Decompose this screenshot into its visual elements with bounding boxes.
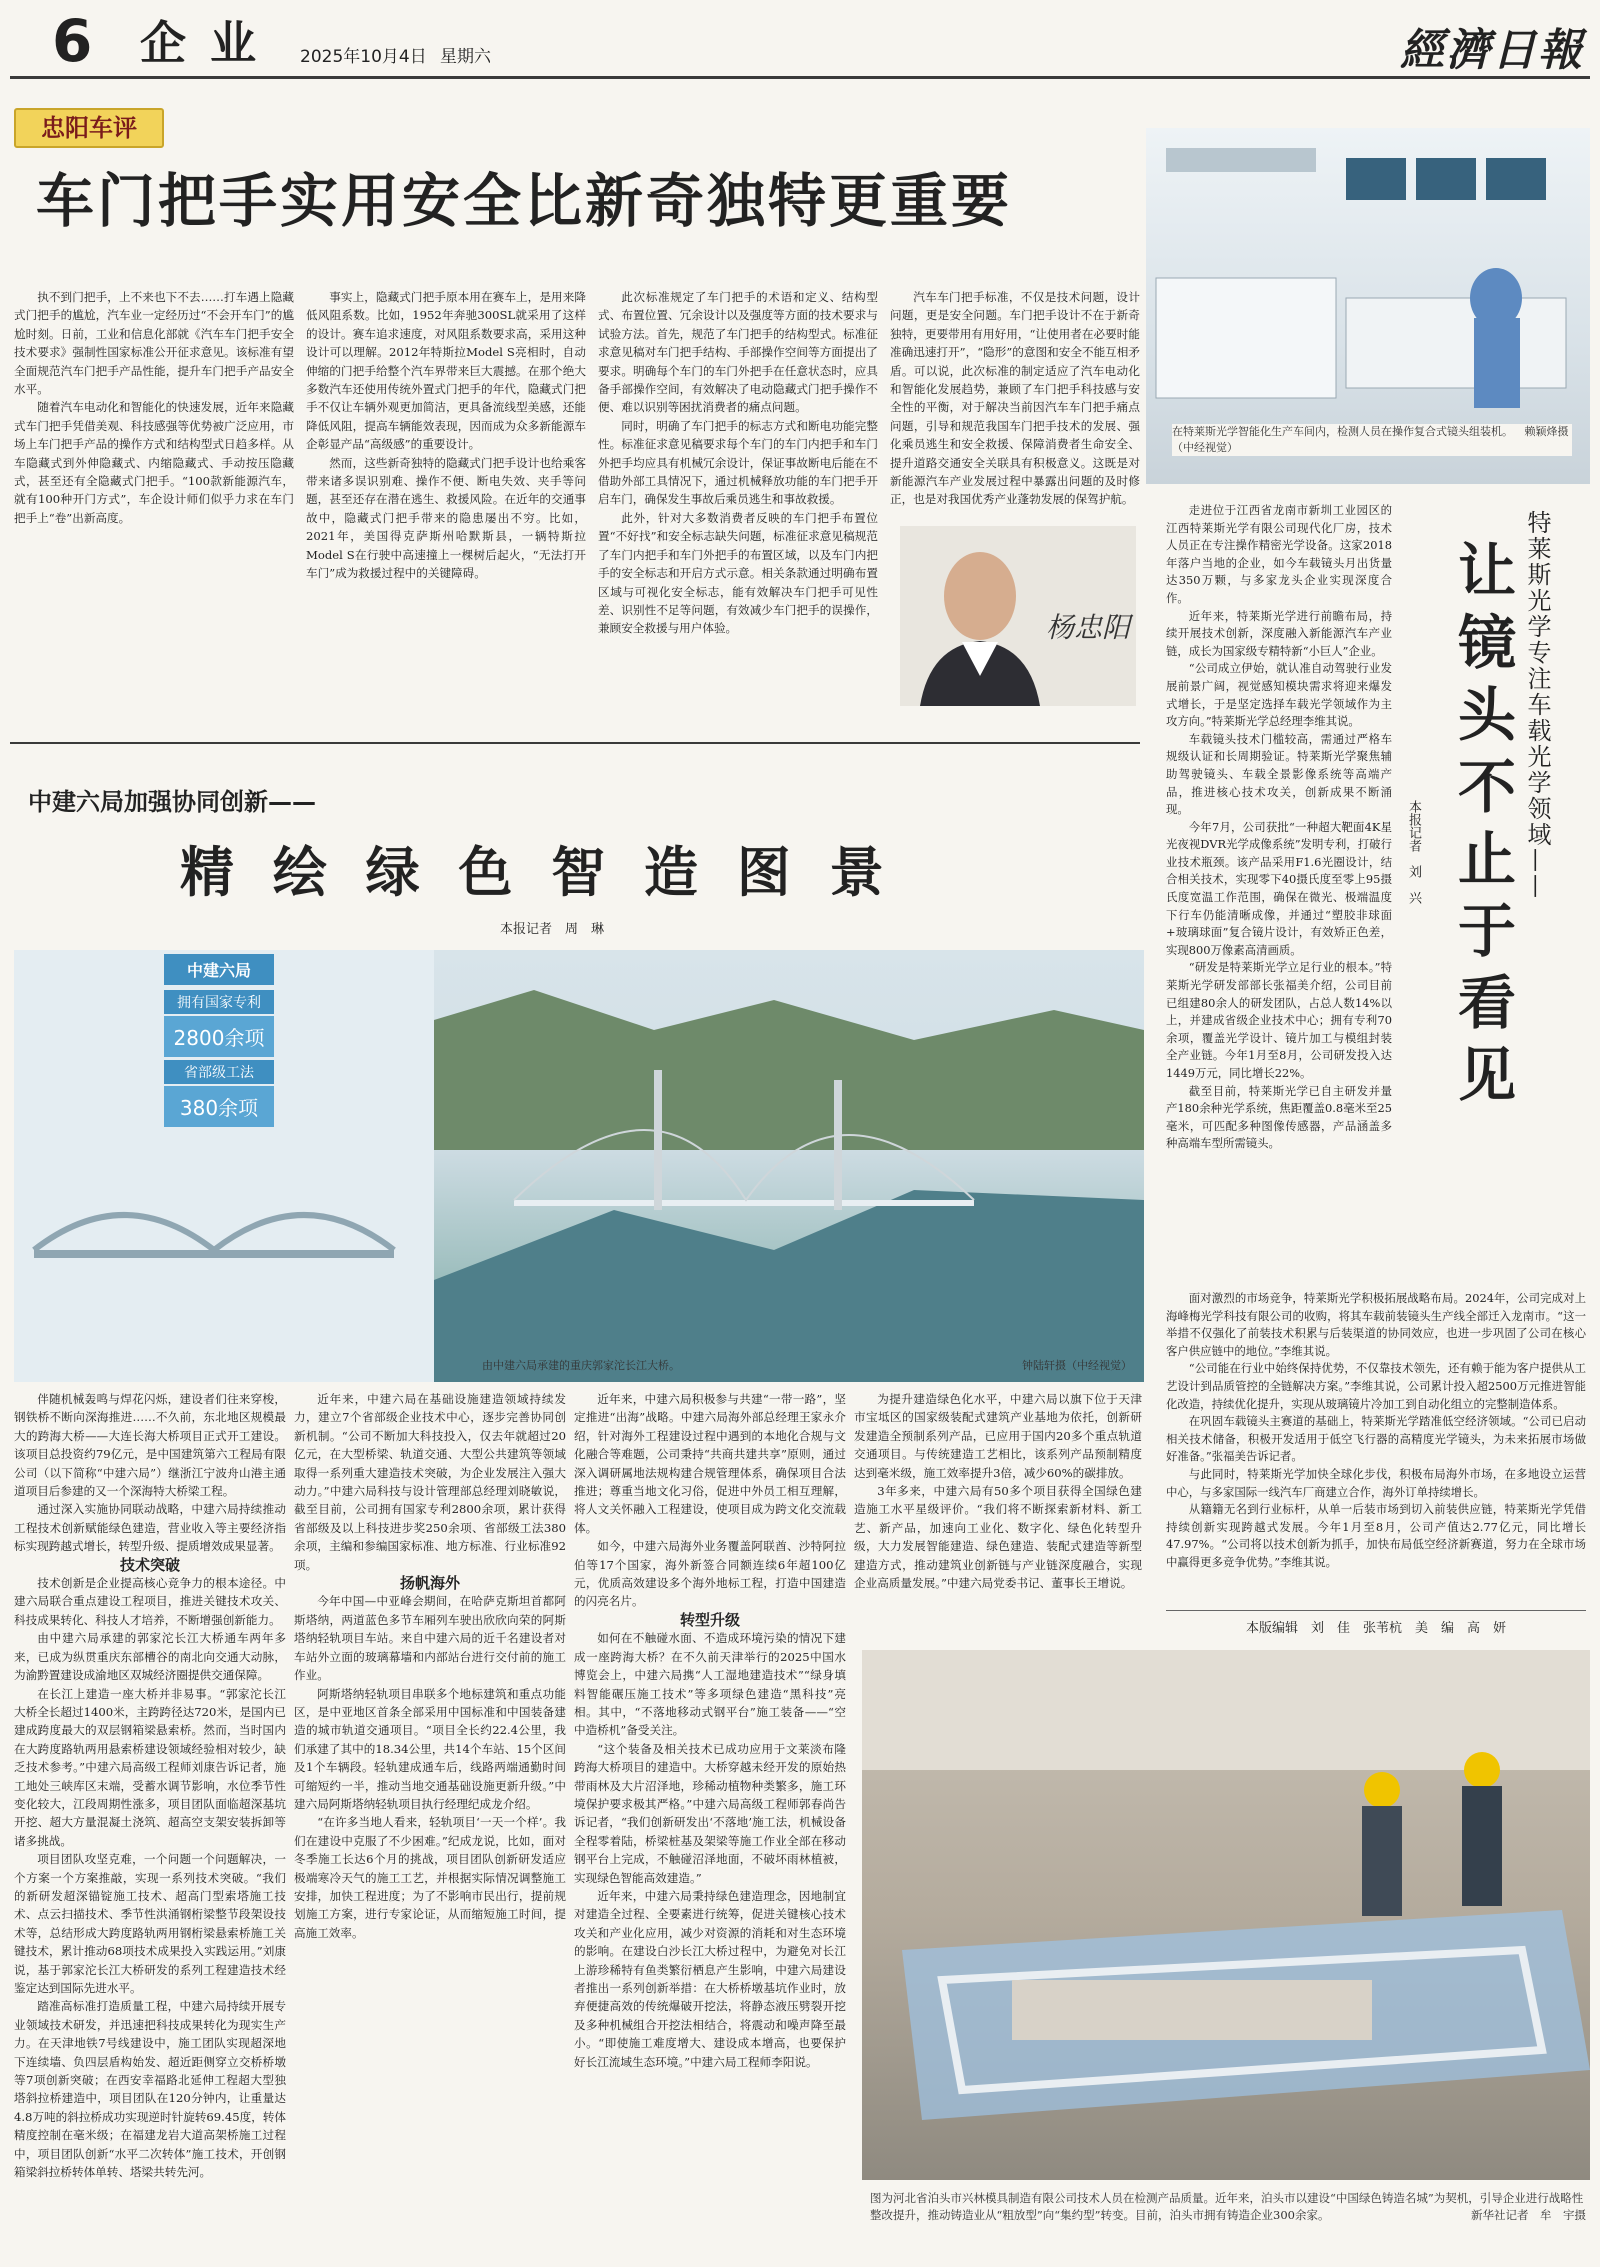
- article3-para: 车载镜头技术门槛较高，需通过严格车规级认证和长周期验证。特莱斯光学聚焦辅助驾驶镜头、车载全景影像系统等高端产品，推进核心技术攻关，创新成果不断涌现。: [1166, 731, 1392, 817]
- article1-para: 事实上，隐藏式门把手原本用在赛车上，是用来降低风阻系数。比如，1952年奔驰300SL就采用了这样的设计。赛车追求速度，对风阻系数要求高，采用这种设计可以理解。2012年特斯拉Model S亮相时，自动伸缩的门把手给整个汽车界带来巨大震撼。在那个绝大多数汽车还使用传统外置式门把手的年代，隐藏式门把手不仅让车辆外观更加简洁，更具备流线型美感，还能降低风阻，提高车辆能效表现，因而成为众多新能源车企彰显产品“高级感”的重要设计。: [306, 290, 586, 452]
- infographic-label-patents: 拥有国家专利: [164, 990, 274, 1014]
- column-tag: [14, 108, 164, 148]
- article3-para: “研发是特莱斯光学立足行业的根本。”特莱斯光学研发部部长张福美介绍，公司目前已组建80余人的研发团队，占总人数14%以上，并建成省级企业技术中心；拥有专利70余项，覆盖光学设计、镜片加工与模组封装全产业链。今年1月至8月，公司研发投入达1449万元，同比增长22%。: [1166, 960, 1392, 1080]
- page-number: 6: [52, 7, 93, 75]
- author-signature: 杨忠阳: [1046, 611, 1131, 644]
- section-title-overseas: 扬帆海外: [399, 1574, 460, 1593]
- column-tag-label: 忠阳车评: [41, 113, 137, 142]
- article3-para: 在巩固车载镜头主赛道的基础上，特莱斯光学踏准低空经济领域。“公司已启动相关技术储备，积极开发适用于低空飞行器的高精度光学镜头，为未来拓展市场做好准备。”张福美告诉记者。: [1166, 1414, 1586, 1464]
- author-portrait: [900, 526, 1136, 706]
- article1-para: 此外，针对大多数消费者反映的车门把手布置位置“不好找”和安全标志缺失问题，标准征求意见稿规范了车门内把手和车门外把手的布置区域，以及车门内把手的安全标志和开启方式示意。相关条款通过明确布置区域与可视化安全标志，能有效解决车门把手可见性差、识别性不足等问题，有效减少车门把手的误操作，兼顾安全救援与用户体验。: [598, 510, 878, 636]
- article3-para: 与此同时，特莱斯光学加快全球化步伐，积极布局海外市场，在多地设立运营中心，与多家国际一线汽车厂商建立合作，海外订单持续增长。: [1166, 1466, 1586, 1499]
- article2-para: 伴随机械轰鸣与焊花闪烁，建设者们往来穿梭，钢铁桥不断向深海推进……不久前，东北地区规模最大的跨海大桥——大连长海大桥项目正式开工建设。该项目总投资约79亿元，是中国建筑第六工程局有限公司（以下简称“中建六局”）继浙江宁波舟山港主通道项目后参建的又一个深海特大桥梁工程。: [14, 1392, 286, 1499]
- article2-col-1: [14, 1390, 286, 2250]
- article3-photo-caption-box: [1172, 424, 1572, 456]
- article2-para: “在许多当地人看来，轻轨项目‘一天一个样’。我们在建设中克服了不少困难。”纪成龙说，比如，面对冬季施工长达6个月的挑战，项目团队创新研发适应极端寒冷天气的施工工艺，并根据实际情况调整施工安排，加快工程进度；为了不影响市民出行，提前规划施工方案，进行专家论证，从而缩短施工时间，提高施工效率。: [294, 1815, 566, 1940]
- article1-para: 此次标准规定了车门把手的术语和定义、结构型式、布置位置、冗余设计以及强度等方面的技术要求与试验方法。首先，规范了车门把手的结构型式。标准征求意见稿对车门把手结构、手部操作空间等方面提出了要求。明确每个车门的车门外把手在任意状态时，应具备手部操作空间，有效解决了电动隐藏式门把手操作不便、难以识别等困扰消费者的痛点问题。: [598, 290, 878, 415]
- bridge-photo-illustration: [14, 950, 1144, 1382]
- article2-para: 为提升建造绿色化水平，中建六局以旗下位于天津市宝坻区的国家级装配式建筑产业基地为依托，创新研发建造全预制系列产品，已应用于国内20多个重点轨道交通项目。与传统建造工艺相比，该系列产品预制精度达到毫米级，施工效率提升3倍，减少60%的碳排放。: [854, 1392, 1142, 1480]
- article1-col-1: [14, 288, 294, 718]
- article2-col-3: [574, 1390, 846, 2250]
- article3-kicker: 特莱斯光学专注车载光学领域——: [1523, 510, 1551, 900]
- issue-date: 2025年10月4日: [300, 47, 427, 67]
- article1-para: 汽车车门把手标准，不仅是技术问题，设计问题，更是安全问题。车门把手设计不在于新奇独特，更要带用有用好用，“让使用者在必要时能准确迅速打开”，“隐形”的意图和安全不能互相矛盾。可以说，此次标准的制定适应了汽车电动化和智能化发展趋势，兼顾了车门把手科技感与安全性的平衡，对于解决当前因汽车车门把手痛点问题，引导和规范我国车门把手技术的发展、强化乘员逃生和安全救援、保障消费者生命安全、提升道路交通安全关联具有积极意义。这既是对新能源汽车产业发展过程中暴露出问题的及时修正，也是对我国优秀产业蓬勃发展的保驾护航。: [890, 290, 1140, 507]
- infographic-value-patents: 2800余项: [164, 1016, 274, 1057]
- article4-photo-credit: 新华社记者 牟 宇摄: [1471, 2208, 1586, 2222]
- article3-headline: 让镜头不止于看见: [1448, 540, 1516, 1116]
- article2-para: 在长江上建造一座大桥并非易事。“郭家沱长江大桥全长超过1400米，主跨跨径达720米，是国内已建成跨度最大的双层钢箱梁悬索桥。然而，当时国内在大跨度路轨两用悬索桥建设领域经验相对较少，缺乏技术参考。”中建六局高级工程师刘康告诉记者，施工地处三峡库区末端，受蓄水调节影响，水位季节性变化较大，江段周期性涨多，项目团队面临超深基坑开挖、超大方量混凝土浇筑、超高空支架安装拆卸等诸多挑战。: [14, 1686, 286, 1848]
- article2-para: “这个装备及相关技术已成功应用于文莱淡布隆跨海大桥项目的建造中。大桥穿越未经开发的原始热带雨林及大片沼泽地，珍稀动植物种类繁多，施工环境保护要求极其严格。”中建六局高级工程师郭春尚告诉记者，“我们创新研发出‘不落地’施工法，机械设备全程零着陆，桥梁桩基及架梁等施工作业全部在移动钢平台上完成，不触碰沼泽地面，不破坏雨林植被，实现绿色智能高效建造。”: [574, 1741, 846, 1885]
- article3-photo-caption: 在特莱斯光学智能化生产车间内，检测人员在操作复合式镜头组装机。: [1172, 425, 1513, 438]
- article4-photo: [862, 1650, 1590, 2180]
- article3-para: 截至目前，特莱斯光学已自主研发并量产180余种光学系统，焦距覆盖0.8毫米至25毫米，可匹配多种图像传感器，产品涵盖多种高端车型所需镜头。: [1166, 1083, 1392, 1151]
- article4-photo-caption-box: [870, 2190, 1586, 2224]
- issue-weekday: 星期六: [440, 47, 491, 67]
- article2-para: 如今，中建六局海外业务覆盖阿联酋、沙特阿拉伯等17个国家，海外新签合同额连续6年超100亿元，优质高效建设多个海外地标工程，打造中国建造的闪亮名片。: [574, 1539, 846, 1609]
- paper-logo: 經濟日報: [1400, 25, 1584, 76]
- article3-para: 今年7月，公司获批“一种超大靶面4K星光夜视DVR光学成像系统”发明专利，打破行业技术瓶颈。该产品采用F1.6光圈设计，结合相关技术，实现零下40摄氏度至零上95摄氏度宽温工作范围，确保在微光、极端温度下行车仍能清晰成像，并通过“塑胶非球面+玻璃球面”复合镜片设计，有效矫正色差，实现800万像素高清画质。: [1166, 819, 1392, 957]
- article2-photo-caption: 由中建六局承建的重庆郭家沱长江大桥。: [482, 1359, 680, 1372]
- article4-photo-caption: 图为河北省泊头市兴林模具制造有限公司技术人员在检测产品质量。近年来，泊头市以建设“中国绿色铸造名城”为契机，引导企业进行战略性整改提升，推动铸造业从“粗放型”向“集约型”转变。目前，泊头市拥有铸造企业300余家。: [870, 2191, 1584, 2222]
- article1-para: 执不到门把手，上不来也下不去……打车遇上隐藏式门把手的尴尬，汽车业一定经历过“不会开车门”的尴尬时刻。日前，工业和信息化部就《汽车车门把手安全技术要求》强制性国家标准公开征求意见。该标准有望全面规范汽车门把手产品性能，提升车门把手产品安全水平。: [14, 290, 294, 397]
- article3-byline: 本报记者 刘 兴: [1406, 800, 1421, 904]
- article2-para: 如何在不触碰水面、不造成环境污染的情况下建成一座跨海大桥？在不久前天津举行的2025中国水博览会上，中建六局携“人工湿地建造技术”“绿身填料智能碾压施工技术”等多项绿色建造“黑科技”亮相。其中，“不落地移动式钢平台”施工装备——“空中造桥机”备受关注。: [574, 1631, 846, 1738]
- article3-para: “公司能在行业中始终保持优势，不仅靠技术领先，还有赖于能为客户提供从工艺设计到品质管控的全链解决方案。”李维其说，公司累计投入超2500万元推进智能化改造，持续优化提升，实现从玻璃镜片冷加工到自动化组立的完整制造体系。: [1166, 1361, 1586, 1411]
- article3-para: 走进位于江西省龙南市新圳工业园区的江西特莱斯光学有限公司现代化厂房，技术人员正在专注操作精密光学设备。这家2018年落户当地的企业，如今车载镜头月出货量达350万颗，与多家龙头企业实现深度合作。: [1166, 503, 1392, 605]
- article2-para: 项目团队攻坚克难，一个问题一个问题解决，一个方案一个方案推敲，实现一系列技术突破。“我们的新研发超深锚锭施工技术、超高门型索塔施工技术、点云扫描技术、季节性洪涌钢桁梁整节段架设技术等，总结形成大跨度路轨两用钢桁梁悬索桥施工关键技术，累计推动68项技术成果投入实践运用。”刘康说，基于郭家沱长江大桥研发的系列工程建造技术经鉴定达到国际先进水平。: [14, 1852, 286, 1995]
- article3-para: 近年来，特莱斯光学进行前瞻布局，持续开展技术创新，深度融入新能源汽车产业链，成长为国家级专精特新“小巨人”企业。: [1166, 608, 1392, 658]
- article2-para: 技术创新是企业提高核心竞争力的根本途径。中建六局联合重点建设工程项目，推进关键技术攻关、科技成果转化、科技人才培养，不断增强创新能力。: [14, 1576, 286, 1627]
- section-title: 企 业: [140, 16, 261, 70]
- article2-para: 近年来，中建六局秉持绿色建造理念，因地制宜对建造全过程、全要素进行统筹，促进关键核心技术攻关和产业化应用，减少对资源的消耗和对生态环境的影响。在建设白沙长江大桥过程中，为避免对长江上游珍稀特有鱼类繁衍栖息产生影响，中建六局建设者推出一系列创新举措：在大桥桥墩基坑作业时，放弃便捷高效的传统爆破开挖法，将静态液压劈裂开挖及多种机械组合开挖法相结合，将震动和噪声降至最小。“即使施工难度增大、建设成本增高，也要保护好长江流域生态环境。”中建六局工程师李阳说。: [574, 1888, 846, 2069]
- article2-photo: [14, 950, 1144, 1382]
- article3-para: 面对激烈的市场竞争，特莱斯光学积极拓展战略布局。2024年，公司完成对上海峰梅光学科技有限公司的收购，将其车载前装镜头生产线全部迁入龙南市。“这一举措不仅强化了前装技术积累与后装渠道的协同效应，也进一步巩固了公司在核心客户供应链中的地位。”李维其说。: [1166, 1291, 1586, 1358]
- article1-para: 随着汽车电动化和智能化的快速发展，近年来隐藏式车门把手凭借美观、科技感强等优势被广泛应用，市场上车门把手产品的操作方式和结构型式日趋多样。从车隐藏式到外伸隐藏式、内缩隐藏式、手动按压隐藏式，甚至还有全隐藏式门把手。“100款新能源汽车，就有100种开门方式”，车企设计师们似乎力求在车门把手上“卷”出新高度。: [14, 400, 294, 525]
- article2-col-2: [294, 1390, 566, 2250]
- infographic-org: 中建六局: [164, 954, 274, 985]
- infographic-value-methods: 380余项: [164, 1086, 274, 1127]
- article3-col-1: [1166, 502, 1392, 1282]
- article3-photo-credit: 赖颖烽摄（中经视觉）: [1172, 425, 1569, 454]
- section-title-transform: 转型升级: [679, 1610, 740, 1629]
- article2-para: 今年中国—中亚峰会期间，在哈萨克斯坦首都阿斯塔纳，两道蓝色多节车厢列车驶出欣欣向荣的阿斯塔纳轻轨项目车站。来自中建六局的近千名建设者对车站外立面的玻璃幕墙和内部站台进行交付前的施工作业。: [294, 1594, 566, 1683]
- article3-para: 从籍籍无名到行业标杆，从单一后装市场到切入前装供应链，特莱斯光学凭借持续创新实现跨越式发展。今年1月至8月，公司产值达2.77亿元，同比增长47.97%。“公司将以技术创新为抓手，加快布局低空经济新赛道，努力在全球市场中赢得更多竞争优势。”李维其说。: [1166, 1502, 1586, 1569]
- article1-para: 同时，明确了车门把手的标志方式和断电功能完整性。标准征求意见稿要求每个车门的车门内把手和车门外把手均应具有机械冗余设计，保证事故断电后能在不借助外部工具情况下，通过机械释放功能的车门把手开启车门，确保发生事故后乘员逃生和事故救援。: [598, 418, 878, 507]
- page-editors: 本版编辑 刘 佳 张苇杭 美 编 高 妍: [1166, 1610, 1586, 1636]
- article2-para: 由中建六局承建的郭家沱长江大桥通车两年多来，已成为纵贯重庆东部槽谷的南北向交通大动脉，为渝黔置建设成渝地区双城经济圈提供交通保障。: [14, 1631, 286, 1683]
- article1-col-3: [598, 288, 878, 718]
- article2-para: 近年来，中建六局在基础设施建造领域持续发力，建立7个省部级企业技术中心，逐步完善协同创新机制。“公司不断加大科技投入，仅去年就超过20亿元，在大型桥梁、轨道交通、大型公共建筑等领域取得一系列重大建造技术突破，为企业发展注入强大动力。”中建六局科技与设计管理部总经理刘晓敏说，截至目前，公司拥有国家专利2800余项，累计获得省部级及以上科技进步奖250余项、省部级工法380余项，主编和参编国家标准、地方标准、行业标准92项。: [294, 1392, 566, 1572]
- article2-para: 阿斯塔纳轻轨项目串联多个地标建筑和重点功能区，是中亚地区首条全部采用中国标准和中国装备建造的城市轨道交通项目。“项目全长约22.4公里，我们承建了其中的18.34公里，共14个车站、15个区间及1个车辆段。轻轨建成通车后，线路两端通勤时间可缩短约一半，推动当地交通基础设施更新升级。”中建六局阿斯塔纳轻轨项目执行经理纪成龙介绍。: [294, 1686, 566, 1811]
- article2-col-4: [854, 1390, 1142, 1622]
- article2-photo-caption-box: [482, 1358, 1132, 1374]
- article2-kicker: 中建六局加强协同创新——: [28, 788, 316, 816]
- article1-headline: 车门把手实用安全比新奇独特更重要: [36, 167, 1013, 235]
- masthead-rule: [10, 76, 1590, 79]
- article2-para: 3年多来，中建六局有50多个项目获得全国绿色建造施工水平星级评价。“我们将不断探索新材料、新工艺、新产品，加速向工业化、数字化、绿色化转型升级，大力发展智能建造、绿色建造、装配式建造等新型建造方式，推动建筑业创新链与产业链深度融合，实现企业高质量发展。”中建六局党委书记、董事长王增说。: [854, 1484, 1142, 1591]
- article2-headline: 精 绘 绿 色 智 造 图 景: [180, 840, 894, 904]
- article2-para: 通过深入实施协同联动战略，中建六局持续推动工程技术创新赋能绿色建造，营业收入等主要经济指标实现跨越式增长，转型升级、提质增效成果显著。: [14, 1502, 286, 1554]
- article3-col-2: [1166, 1290, 1586, 1590]
- article2-photo-credit: 钟陆轩摄（中经视觉）: [1022, 1359, 1132, 1372]
- section-title-tech: 技术突破: [119, 1555, 180, 1574]
- article1-bottom-rule: [10, 742, 1140, 744]
- mold-factory-illustration: [862, 1650, 1590, 2180]
- infographic-label-methods: 省部级工法: [164, 1060, 274, 1084]
- article2-byline: 本报记者 周 琳: [500, 922, 605, 937]
- article3-para: “公司成立伊始，就认准自动驾驶行业发展前景广阔，视觉感知模块需求将迎来爆发式增长，于是坚定选择车载光学领域作为主攻方向。”特莱斯光学总经理李维其说。: [1166, 661, 1392, 729]
- article1-col-2: [306, 288, 586, 718]
- article1-col-4: [890, 288, 1140, 518]
- article1-para: 然而，这些新奇独特的隐藏式门把手设计也给乘客带来诸多误识别难、操作不便、断电失效、夹手等问题，甚至还存在潜在逃生、救援风险。在近年的交通事故中，隐藏式门把手带来的隐患屡出不穷。比如，2021年，美国得克萨斯州哈默斯县，一辆特斯拉Model S在行驶中高速撞上一棵树后起火，“无法打开车门”成为救援过程中的关键障碍。: [306, 455, 586, 581]
- article2-para: 近年来，中建六局积极参与共建“一带一路”，坚定推进“出海”战略。中建六局海外部总经理王家永介绍，针对海外工程建设过程中遇到的本地化合规与文化融合等难题，公司秉持“共商共建共享”原则，通过深入调研属地法规构建合规管理体系，确保项目合法推进；尊重当地文化习俗，促进中外员工相互理解，将人文关怀融入工程建设，使项目成为跨文化交流载体。: [574, 1392, 846, 1535]
- article2-para: 踏准高标准打造质量工程，中建六局持续开展专业领域技术研发，并迅速把科技成果转化为现实生产力。在天津地铁7号线建设中，施工团队实现超深地下连续墙、负四层盾构始发、超近距侧穿立交桥桥墩等7项创新突破；在西安幸福路北延伸工程超大型独塔斜拉桥建造中，项目团队在120分钟内，让重量达4.8万吨的斜拉桥成功实现逆时针旋转69.45度，转体精度控制在毫米级；在福建龙岩大道高架桥施工过程中，项目团队创新“水平二次转体”施工技术，开创钢箱梁斜拉桥转体单转、塔梁共转先河。: [14, 1999, 286, 2180]
- article3-photo: [1146, 128, 1590, 484]
